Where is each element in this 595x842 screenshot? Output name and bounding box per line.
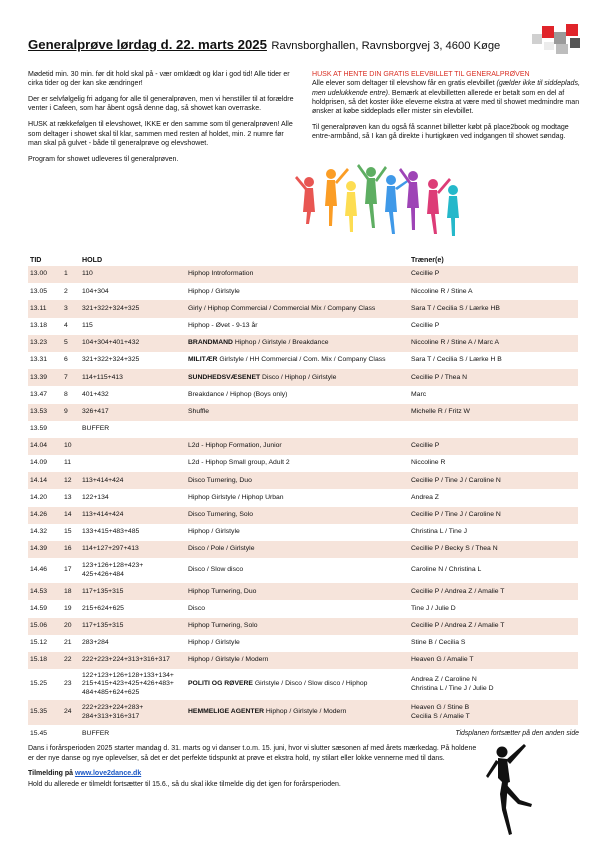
row-time: 14.53 — [28, 583, 62, 600]
row-dance-style: Disco / Slow disco — [188, 566, 244, 574]
row-style — [186, 335, 409, 352]
row-time: 13.31 — [28, 352, 62, 369]
row-hold — [80, 438, 186, 455]
header-trainer: Træner(e) — [411, 256, 444, 264]
table-row — [28, 541, 578, 558]
row-time: 13.00 — [28, 266, 62, 283]
row-dance-style: Hiphop / Girlstyle — [188, 639, 240, 647]
row-time: 15.12 — [28, 635, 62, 652]
row-trainer — [409, 421, 578, 438]
row-time: 13.39 — [28, 369, 62, 386]
love2dance-logo-icon — [526, 20, 584, 58]
row-trainer: Stine B / Cecilia S — [409, 635, 578, 652]
signup-link[interactable]: www.love2dance.dk — [74, 770, 142, 778]
row-hold: 222+223+224+313+316+317 — [80, 652, 186, 669]
ticket-heading: HUSK AT HENTE DIN GRATIS ELEVBILLET TIL GENERALPRØVEN — [312, 71, 530, 78]
info-right-column — [312, 70, 580, 148]
row-hold: 114+115+413 — [80, 369, 186, 386]
row-number: 15 — [62, 524, 80, 541]
row-dance-style: Disco — [188, 604, 205, 612]
row-style — [186, 558, 409, 583]
row-number: 10 — [62, 438, 80, 455]
row-number: 14 — [62, 507, 80, 524]
row-hold: BUFFER — [80, 725, 186, 742]
row-trainer: Cecillie P / Thea N — [409, 369, 578, 386]
row-number: 7 — [62, 369, 80, 386]
row-time: 13.53 — [28, 404, 62, 421]
row-number: 18 — [62, 583, 80, 600]
row-trainer: Heaven G / Stine B Cecilia S / Amalie T — [409, 700, 578, 725]
schedule-table — [28, 251, 578, 742]
row-hold: 215+624+625 — [80, 600, 186, 617]
row-time: 14.32 — [28, 524, 62, 541]
row-show-name: MILITÆR — [188, 356, 218, 364]
row-time: 14.59 — [28, 600, 62, 617]
row-style — [186, 438, 409, 455]
row-time: 13.11 — [28, 300, 62, 317]
header-hold: HOLD — [82, 256, 103, 264]
row-hold: 222+223+224+283+ 284+313+316+317 — [80, 700, 186, 725]
row-trainer: Caroline N / Christina L — [409, 558, 578, 583]
page-title — [28, 36, 548, 54]
row-trainer: Andrea Z — [409, 489, 578, 506]
row-number: 19 — [62, 600, 80, 617]
row-dance-style: L2d - Hiphop Formation, Junior — [188, 442, 282, 450]
row-style — [186, 386, 409, 403]
row-style — [186, 635, 409, 652]
row-number: 24 — [62, 700, 80, 725]
row-dance-style: L2d - Hiphop Small group, Adult 2 — [188, 459, 290, 467]
row-style — [186, 300, 409, 317]
row-dance-style: Hiphop Turnering, Duo — [188, 587, 257, 595]
row-style — [186, 455, 409, 472]
row-number: 4 — [62, 318, 80, 335]
dancers-silhouettes-icon — [291, 160, 471, 242]
row-dance-style: Hiphop / Girlstyle — [188, 287, 240, 295]
signup-line: Tilmelding på www.love2dance.dk — [28, 770, 142, 778]
row-hold: 104+304+401+432 — [80, 335, 186, 352]
row-hold: 321+322+324+325 — [80, 352, 186, 369]
row-trainer: Cecillie P / Tine J / Caroline N — [409, 507, 578, 524]
row-show-name: BRANDMAND — [188, 339, 233, 347]
row-time: 15.18 — [28, 652, 62, 669]
row-number: 12 — [62, 472, 80, 489]
row-trainer: Andrea Z / Caroline N Christina L / Tine J / Julie D — [409, 669, 578, 700]
row-time: 15.06 — [28, 618, 62, 635]
row-hold: 326+417 — [80, 404, 186, 421]
row-hold — [80, 455, 186, 472]
row-time: 15.25 — [28, 669, 62, 700]
row-number: 9 — [62, 404, 80, 421]
row-trainer: Cecillie P — [409, 438, 578, 455]
row-hold: 133+415+483+485 — [80, 524, 186, 541]
table-row — [28, 404, 578, 421]
row-number: 8 — [62, 386, 80, 403]
row-number — [62, 421, 80, 438]
schedule-body — [28, 266, 578, 742]
table-row — [28, 283, 578, 300]
row-hold: 122+134 — [80, 489, 186, 506]
row-dance-style: Hiphop / Girlstyle / Modern — [265, 708, 347, 716]
row-time: 13.18 — [28, 318, 62, 335]
row-dance-style: Girlstyle / HH Commercial / Com. Mix / Company Class — [219, 356, 386, 364]
table-row — [28, 669, 578, 700]
row-hold: 113+414+424 — [80, 472, 186, 489]
table-row — [28, 558, 578, 583]
row-time: 13.05 — [28, 283, 62, 300]
row-time: 13.59 — [28, 421, 62, 438]
row-trainer: Cecillie P / Tine J / Caroline N — [409, 472, 578, 489]
row-dance-style: Hiphop - Øvet - 9-13 år — [188, 321, 258, 329]
row-trainer: Cecillie P / Becky S / Thea N — [409, 541, 578, 558]
row-number: 20 — [62, 618, 80, 635]
row-hold: 321+322+324+325 — [80, 300, 186, 317]
row-time: 14.26 — [28, 507, 62, 524]
row-hold: 117+135+315 — [80, 618, 186, 635]
row-trainer: Sara T / Cecilia S / Lærke HB — [409, 300, 578, 317]
row-hold: 117+135+315 — [80, 583, 186, 600]
row-style — [186, 583, 409, 600]
row-dance-style: Hiphop / Girlstyle / Modern — [188, 656, 269, 664]
row-style — [186, 700, 409, 725]
spring-season-paragraph: Dans i forårsperioden 2025 starter mandag d. 31. marts og vi danser t.o.m. 15. juni, hvor vi slutter sæsonen af med årets mærkedag. På holdene er der nye danse og nye oplevelser, så det er det perfekte tidspunkt at prøve et ekstra hold, ny stilart eller lokke vennerne med til dans. — [28, 745, 477, 762]
row-hold: 115 — [80, 318, 186, 335]
row-time: 15.45 — [28, 725, 62, 742]
row-trainer: Cecillie P / Andrea Z / Amalie T — [409, 618, 578, 635]
row-number: 5 — [62, 335, 80, 352]
row-dance-style: Shuffle — [188, 407, 210, 415]
row-style — [186, 352, 409, 369]
row-show-name: POLITI OG RØVERE — [188, 680, 253, 688]
title-venue: Ravnsborghallen, Ravnsborgvej 3, 4600 Køge — [271, 40, 501, 52]
row-show-name: SUNDHEDSVÆSENET — [188, 373, 261, 381]
row-style — [186, 669, 409, 700]
row-time: 14.14 — [28, 472, 62, 489]
row-time: 14.39 — [28, 541, 62, 558]
row-style — [186, 652, 409, 669]
row-trainer: Tine J / Julie D — [409, 600, 578, 617]
table-row — [28, 421, 578, 438]
row-style — [186, 489, 409, 506]
row-trainer: Sara T / Cecilia S / Lærke H B — [409, 352, 578, 369]
row-style — [186, 369, 409, 386]
row-style — [186, 283, 409, 300]
table-row — [28, 700, 578, 725]
row-trainer: Heaven G / Amalie T — [409, 652, 578, 669]
row-dance-style: Hiphop Turnering, Solo — [188, 621, 258, 629]
table-row — [28, 652, 578, 669]
row-style — [186, 318, 409, 335]
row-hold: 123+126+128+423+ 425+426+484 — [80, 558, 186, 583]
row-style — [186, 524, 409, 541]
place2book-paragraph: Til generalprøven kan du også få scannet billetter købt på place2book og modtage entre-armbånd, så I kan gå direkte i hurtigkøen ved indgangen til showet søndag. — [312, 124, 569, 141]
table-row — [28, 507, 578, 524]
row-number: 17 — [62, 558, 80, 583]
row-dance-style: Hiphop Introformation — [188, 270, 254, 278]
row-number: 22 — [62, 652, 80, 669]
row-dance-style: Disco / Pole / Girlstyle — [188, 545, 255, 553]
table-row — [28, 472, 578, 489]
row-trainer: Cecillie P — [409, 318, 578, 335]
row-dance-style: Hiphop / Girlstyle / Breakdance — [234, 339, 329, 347]
continuation-note: Tidsplanen fortsætter på den anden side — [455, 730, 579, 737]
row-style — [186, 507, 409, 524]
row-style — [186, 600, 409, 617]
row-trainer: Christina L / Tine J — [409, 524, 578, 541]
row-hold: 113+414+424 — [80, 507, 186, 524]
row-dance-style: Girlstyle / Disco / Slow disco / Hiphop — [254, 680, 368, 688]
row-number: 6 — [62, 352, 80, 369]
row-number: 21 — [62, 635, 80, 652]
row-hold: 122+123+126+128+133+134+ 215+415+423+425+426+483+ 484+485+624+625 — [80, 669, 186, 700]
row-number: 13 — [62, 489, 80, 506]
row-style — [186, 266, 409, 283]
row-dance-style: Disco / Hiphop / Girlstyle — [262, 373, 337, 381]
table-row — [28, 318, 578, 335]
row-dance-style: Hiphop Girlstyle / Hiphop Urban — [188, 493, 284, 501]
table-row — [28, 618, 578, 635]
table-row — [28, 352, 578, 369]
row-number: 16 — [62, 541, 80, 558]
row-time: 15.35 — [28, 700, 62, 725]
row-dance-style: Breakdance / Hiphop (Boys only) — [188, 390, 288, 398]
table-row — [28, 369, 578, 386]
row-hold: 104+304 — [80, 283, 186, 300]
row-style — [186, 541, 409, 558]
row-style — [186, 618, 409, 635]
footer-info — [28, 744, 483, 789]
row-number: 2 — [62, 283, 80, 300]
info-paragraph-3: HUSK at rækkefølgen til elevshowet, IKKE er den samme som til generalprøven! Alle som deltager i showet skal til klar, sammen med resten af holdet, min. 2 numre før man skal på gulvet - både til generalprøve og elevshowet. — [28, 121, 293, 147]
table-row — [28, 438, 578, 455]
table-row — [28, 386, 578, 403]
row-trainer: Niccoline R / Stine A / Marc A — [409, 335, 578, 352]
table-row — [28, 489, 578, 506]
row-style — [186, 421, 409, 438]
row-dance-style: Disco Turnering, Solo — [188, 511, 253, 519]
row-dance-style: Disco Turnering, Duo — [188, 476, 252, 484]
table-row — [28, 524, 578, 541]
title-date: Generalprøve lørdag d. 22. marts 2025 — [28, 37, 267, 52]
signup-note: Hold du allerede er tilmeldt fortsætter til 15.6., så du skal ikke tilmelde dig det igen for forårsperioden. — [28, 780, 341, 788]
table-row — [28, 335, 578, 352]
row-dance-style: Hiphop / Girlstyle — [188, 528, 240, 536]
row-trainer: Cecillie P / Andrea Z / Amalie T — [409, 583, 578, 600]
row-number: 11 — [62, 455, 80, 472]
row-number: 23 — [62, 669, 80, 700]
ticket-paragraph: Alle elever som deltager til elevshow får en gratis elevbillet (gælder ikke til siddeplads, men udelukkende entre). Bemærk at elevbilletten allerede er betalt som en del af holdprisen, så det koster ikke eleverne ekstra at være med til showet medmindre man ønsker at købe siddeplads eller mister sin elevbillet. — [312, 80, 580, 116]
row-hold: 401+432 — [80, 386, 186, 403]
schedule-header-row — [28, 251, 578, 266]
row-hold: 110 — [80, 266, 186, 283]
header-tid: TID — [30, 256, 42, 264]
row-show-name: HEMMELIGE AGENTER — [188, 708, 265, 716]
row-time: 14.09 — [28, 455, 62, 472]
row-hold: 114+127+297+413 — [80, 541, 186, 558]
table-row — [28, 600, 578, 617]
row-dance-style: Girly / Hiphop Commercial / Commercial Mix / Company Class — [188, 304, 376, 312]
row-number: 3 — [62, 300, 80, 317]
dancer-silhouette-icon — [480, 738, 535, 838]
row-style — [186, 472, 409, 489]
row-trainer: Niccoline R / Stine A — [409, 283, 578, 300]
row-trainer: Marc — [409, 386, 578, 403]
table-row — [28, 583, 578, 600]
info-paragraph-4: Program for showet udleveres til generalprøven. — [28, 155, 179, 163]
row-time: 14.20 — [28, 489, 62, 506]
row-time: 14.04 — [28, 438, 62, 455]
row-hold: 283+284 — [80, 635, 186, 652]
info-left-column — [28, 70, 296, 171]
row-trainer: Niccoline R — [409, 455, 578, 472]
row-time: 14.46 — [28, 558, 62, 583]
row-time: 13.47 — [28, 386, 62, 403]
row-trainer: Cecillie P — [409, 266, 578, 283]
row-number: 1 — [62, 266, 80, 283]
info-paragraph-1: Mødetid min. 30 min. før dit hold skal på - vær omklædt og klar i god tid! Alle tider er cirka tider og der kan ske ændringer! — [28, 71, 290, 88]
info-paragraph-2: Der er selvfølgelig fri adgang for alle til generalprøven, men vi henstiller til at forældre venter i Cafeen, som har åbent også denne dag, så showet kan overraske. — [28, 96, 294, 113]
row-time: 13.23 — [28, 335, 62, 352]
table-row — [28, 635, 578, 652]
table-row — [28, 300, 578, 317]
table-row — [28, 266, 578, 283]
row-trainer: Michelle R / Fritz W — [409, 404, 578, 421]
row-style — [186, 404, 409, 421]
table-row — [28, 455, 578, 472]
row-hold: BUFFER — [80, 421, 186, 438]
